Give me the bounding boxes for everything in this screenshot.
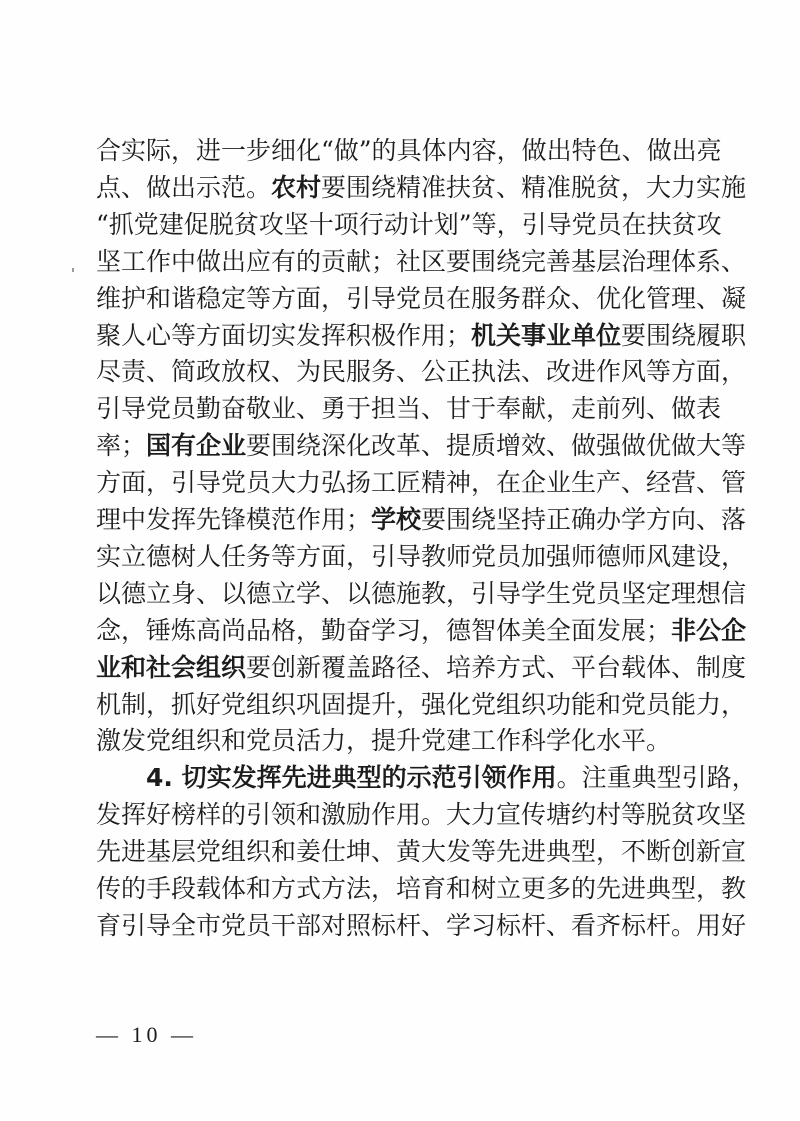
text-line <box>96 908 747 944</box>
text-line <box>96 207 722 243</box>
text-line <box>96 834 747 870</box>
text-run: 点、做出示范。 <box>96 172 272 202</box>
text-run: 理中发挥先锋模范作用； <box>96 505 372 534</box>
text-run: 发挥好榜样的引领和激励作用。大力宣传塘约村等脱贫攻坚 <box>96 800 747 830</box>
text-line <box>96 428 747 464</box>
text-line <box>96 133 722 169</box>
scan-speck <box>72 268 74 272</box>
text-run: 聚人心等方面切实发挥积极作用； <box>96 320 472 350</box>
text-run: 念，锤炼高尚品格，勤奋学习，德智体美全面发展； <box>96 615 672 645</box>
bold-keyword: 4. 切实发挥先进典型的示范引领作用 <box>146 763 557 793</box>
text-run: “抓党建促脱贫攻坚十项行动计划”等，引导党员在扶贫攻 <box>96 209 722 239</box>
text-run: 尽责、简政放权、为民服务、公正执法、改进作风等方面， <box>96 357 747 387</box>
text-run: 方面，引导党员大力弘扬工匠精神，在企业生产、经营、管 <box>96 468 747 498</box>
text-line <box>96 797 747 833</box>
text-run: 。注重典型引路， <box>556 763 757 793</box>
bold-keyword: 非公企 <box>671 615 747 645</box>
text-run: 要创新覆盖路径、培养方式、平台载体、制度 <box>246 652 747 682</box>
bold-keyword: 国有企业 <box>146 431 247 461</box>
page-number: — 10 — <box>96 1022 197 1047</box>
text-line <box>96 613 747 649</box>
text-run: 维护和谐稳定等方面，引导党员在服务群众、优化管理、凝 <box>96 283 747 313</box>
text-run: 引导党员勤奋敬业、勇于担当、甘于奉献，走前列、做表 <box>96 394 722 424</box>
text-line <box>96 723 716 759</box>
text-run: 机制，抓好党组织巩固提升，强化党组织功能和党员能力， <box>96 689 747 719</box>
text-run: 合实际，进一步细化“做”的具体内容，做出特色、做出亮 <box>96 136 722 165</box>
text-run: 先进基层党组织和姜仕坤、黄大发等先进典型，不断创新宣 <box>96 837 747 867</box>
text-run: 传的手段载体和方式方法，培育和树立更多的先进典型，教 <box>96 874 747 903</box>
text-run: 激发党组织和党员活力，提升党建工作科学化水平。 <box>96 726 672 756</box>
text-run: 率； <box>96 431 147 461</box>
text-run: 要围绕精准扶贫、精准脱贫，大力实施 <box>321 172 747 202</box>
text-run: 以德立身、以德立学、以德施教，引导学生党员坚定理想信 <box>96 578 747 608</box>
bold-keyword: 农村 <box>271 172 322 202</box>
text-line <box>96 502 747 538</box>
text-run: 要围绕坚持正确办学方向、落 <box>421 505 747 534</box>
text-line <box>96 244 747 280</box>
text-line <box>146 760 757 796</box>
text-line <box>96 576 747 612</box>
bold-keyword: 业和社会组织 <box>96 652 247 682</box>
text-line <box>96 687 747 723</box>
text-line <box>96 465 747 501</box>
text-line <box>96 871 747 907</box>
text-line <box>96 354 747 390</box>
text-line <box>96 539 747 575</box>
text-line <box>96 391 722 427</box>
text-run: 要围绕深化改革、提质增效、做强做优做大等 <box>246 431 747 461</box>
bold-keyword: 机关事业单位 <box>471 320 622 350</box>
text-run: 育引导全市党员干部对照标杆、学习标杆、看齐标杆。用好 <box>96 910 747 940</box>
text-run: 要围绕履职 <box>621 320 747 350</box>
text-line <box>96 281 747 317</box>
bold-keyword: 学校 <box>371 505 422 534</box>
text-run: 实立德树人任务等方面，引导教师党员加强师德师风建设， <box>96 541 747 571</box>
text-run: 坚工作中做出应有的贡献；社区要围绕完善基层治理体系、 <box>96 246 747 276</box>
text-line <box>96 170 747 206</box>
text-line <box>96 318 747 354</box>
text-line <box>96 650 747 686</box>
